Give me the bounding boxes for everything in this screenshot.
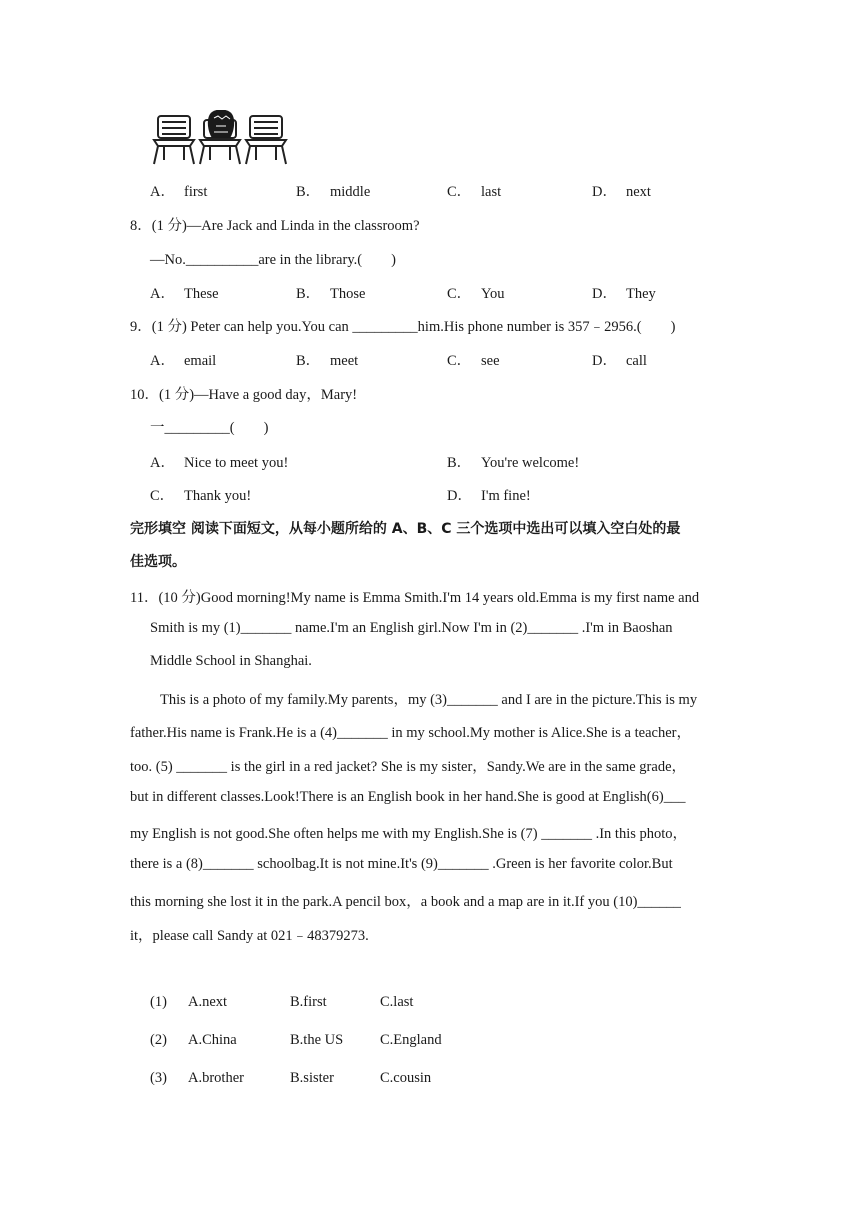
option-text: meet <box>330 353 359 369</box>
q7-option-b[interactable] <box>296 180 370 201</box>
q9-option-a[interactable] <box>150 349 216 370</box>
q11-passage-line: 11．(10 分)Good morning!My name is Emma Smith.I'm 14 years old.Emma is my first name and <box>130 590 700 606</box>
q10-stem: 10．(1 分)—Have a good day，Mary! <box>130 387 358 403</box>
option-text: Those <box>330 286 366 302</box>
option-letter: C． <box>447 353 472 369</box>
option-text: email <box>184 353 217 369</box>
q9-option-b[interactable] <box>296 349 358 370</box>
option-letter: D． <box>592 286 617 302</box>
option-letter: B． <box>296 286 321 302</box>
choice-b[interactable]: B.sister <box>290 1070 334 1086</box>
q11-passage-line: it，please call Sandy at 021﹣48379273. <box>130 928 369 944</box>
q11-passage-line: This is a photo of my family.My parents，my (3)_______ and I are in the picture.This is my <box>160 692 698 708</box>
choice-b[interactable]: B.the US <box>290 1032 344 1048</box>
option-text: next <box>626 184 651 200</box>
option-letter: C． <box>447 286 472 302</box>
option-text: These <box>184 286 219 302</box>
option-letter: D． <box>592 353 617 369</box>
choice-number: (3) <box>150 1070 167 1086</box>
q10-option-a[interactable] <box>150 451 288 472</box>
choice-a[interactable]: A.next <box>188 994 228 1010</box>
option-letter: C． <box>150 488 175 504</box>
q7-option-d[interactable] <box>592 180 651 201</box>
q7-option-a[interactable] <box>150 180 207 201</box>
option-text: last <box>481 184 502 200</box>
q11-passage-line: but in different classes.Look!There is an English book in her hand.She is good at English(6)___ <box>130 789 686 805</box>
q8-option-a[interactable] <box>150 282 219 303</box>
choice-a[interactable]: A.China <box>188 1032 237 1048</box>
option-letter: A． <box>150 353 175 369</box>
option-letter: B． <box>447 455 472 471</box>
q8-stem: 8．(1 分)—Are Jack and Linda in the classroom? <box>130 218 420 234</box>
option-text: You <box>481 286 505 302</box>
option-letter: A． <box>150 184 175 200</box>
q8-option-c[interactable] <box>447 282 505 303</box>
choice-c[interactable]: C.last <box>380 994 414 1010</box>
option-letter: B． <box>296 184 321 200</box>
q11-passage-line: father.His name is Frank.He is a (4)_______ in my school.My mother is Alice.She is a teacher， <box>130 725 691 741</box>
q9-option-c[interactable] <box>447 349 500 370</box>
choice-c[interactable]: C.England <box>380 1032 442 1048</box>
q11-choice-row-2 <box>150 1032 442 1049</box>
three-chairs-image <box>150 110 290 166</box>
q10-line2: 一_________( ) <box>150 420 269 436</box>
q11-passage-line: my English is not good.She often helps me with my English.She is (7) _______ .In this photo， <box>130 826 688 842</box>
option-letter: A． <box>150 455 175 471</box>
q8-option-d[interactable] <box>592 282 656 303</box>
option-text: see <box>481 353 500 369</box>
option-text: Nice to meet you! <box>184 455 289 471</box>
q7-option-c[interactable] <box>447 180 501 201</box>
option-text: call <box>626 353 647 369</box>
q8-option-b[interactable] <box>296 282 365 303</box>
q11-passage-line: Middle School in Shanghai. <box>150 653 312 669</box>
option-letter: A． <box>150 286 175 302</box>
option-letter: D． <box>592 184 617 200</box>
section-heading-line1: 完形填空 阅读下面短文，从每小题所给的 A、B、C 三个选项中选出可以填入空白处的最 <box>130 521 681 537</box>
q11-passage-line: there is a (8)_______ schoolbag.It is not mine.It's (9)_______ .Green is her favorite color.But <box>130 856 673 872</box>
q10-option-c[interactable] <box>150 484 251 505</box>
option-letter: C． <box>447 184 472 200</box>
option-text: middle <box>330 184 371 200</box>
option-letter: D． <box>447 488 472 504</box>
q9-stem: 9．(1 分) Peter can help you.You can _________him.His phone number is 357﹣2956.( ) <box>130 319 676 335</box>
q11-choice-row-1 <box>150 994 414 1011</box>
option-text: first <box>184 184 208 200</box>
option-text: They <box>626 286 656 302</box>
q11-passage-line: too. (5) _______ is the girl in a red jacket? She is my sister，Sandy.We are in the same grade， <box>130 759 686 775</box>
q8-line2: —No.__________are in the library.( ) <box>150 252 396 268</box>
choice-number: (1) <box>150 994 167 1010</box>
q9-option-d[interactable] <box>592 349 647 370</box>
option-text: Thank you! <box>184 488 252 504</box>
q10-option-b[interactable] <box>447 451 579 472</box>
q11-passage-line: this morning she lost it in the park.A pencil box，a book and a map are in it.If you (10)______ <box>130 894 681 910</box>
q10-option-d[interactable] <box>447 484 531 505</box>
option-letter: B． <box>296 353 321 369</box>
section-heading-line2: 佳选项。 <box>130 554 186 570</box>
choice-b[interactable]: B.first <box>290 994 327 1010</box>
choice-a[interactable]: A.brother <box>188 1070 244 1086</box>
q11-choice-row-3 <box>150 1070 432 1087</box>
choice-number: (2) <box>150 1032 167 1048</box>
q11-passage-line: Smith is my (1)_______ name.I'm an English girl.Now I'm in (2)_______ .I'm in Baoshan <box>150 620 673 636</box>
option-text: I'm fine! <box>481 488 531 504</box>
choice-c[interactable]: C.cousin <box>380 1070 432 1086</box>
option-text: You're welcome! <box>481 455 580 471</box>
